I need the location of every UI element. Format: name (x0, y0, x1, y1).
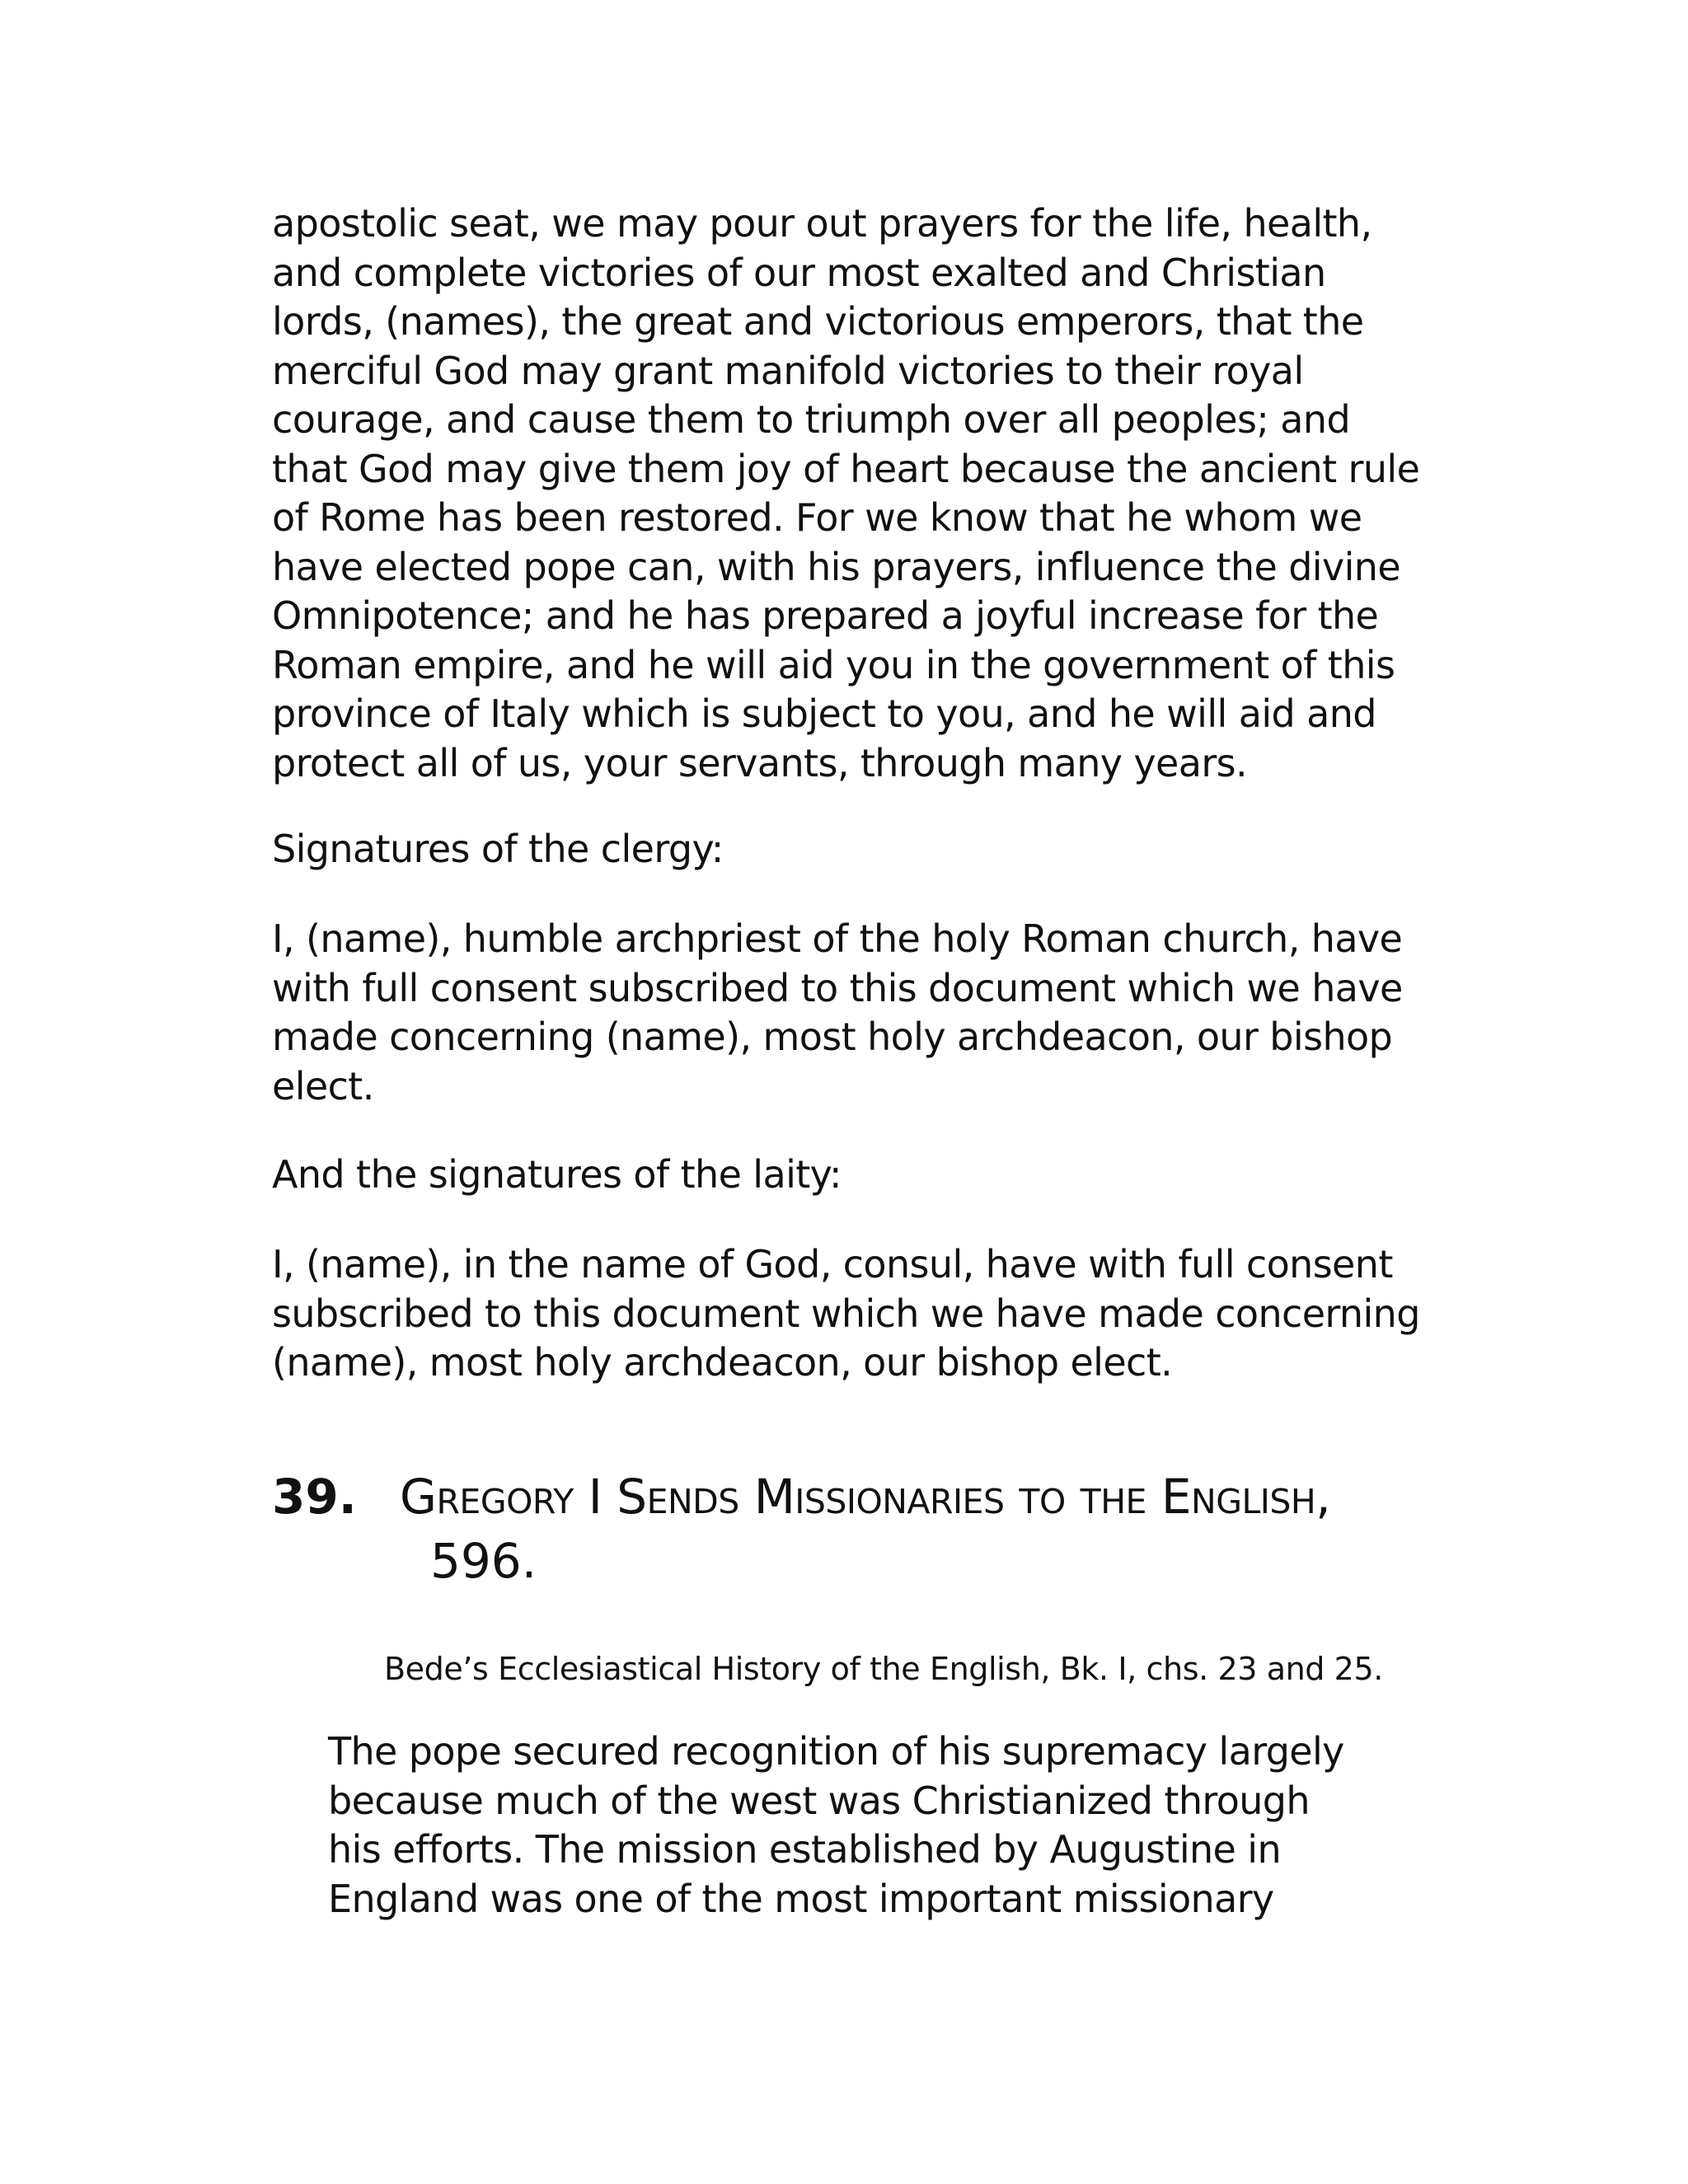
paragraph-clergy-signatures-label: Signatures of the clergy: (272, 827, 724, 871)
section-intro-paragraph: The pope secured recognition of his supremacy largely because much of the west was Christianized through his efforts. The mission established by Augustine in England was one of the most important missionary (328, 1729, 1344, 1921)
section-title-line1: Gregory I Sends Missionaries to the English, (400, 1469, 1331, 1525)
section-number: 39. (272, 1469, 357, 1525)
section-title-line2: 596. (430, 1533, 537, 1589)
source-citation: Bede’s Ecclesiastical History of the English, Bk. I, chs. 23 and 25. (384, 1651, 1383, 1687)
paragraph-archpriest-signature: I, (name), humble archpriest of the holy Roman church, have with full consent subscribed to this document which we have made concerning (name), most holy archdeacon, our bishop elect. (272, 916, 1403, 1108)
paragraph-consul-signature: I, (name), in the name of God, consul, have with full consent subscribed to this document which we have made concerning (name), most holy archdeacon, our bishop elect. (272, 1242, 1420, 1385)
paragraph-laity-signatures-label: And the signatures of the laity: (272, 1152, 842, 1197)
paragraph-election-prayer: apostolic seat, we may pour out prayers for the life, health, and complete victories of our most exalted and Christian lords, (names), the great and victorious emperors, that the merciful God may grant manifold victories to their royal courage, and cause them to triumph over all peoples; and that God may give them joy of heart because the ancient rule of Rome has been restored. For we know that he whom we have elected pope can, with his prayers, influence the divine Omnipotence; and he has prepared a joyful increase for the Roman empire, and he will aid you in the government of this province of Italy which is subject to you, and he will aid and protect all of us, your servants, through many years. (272, 201, 1420, 785)
